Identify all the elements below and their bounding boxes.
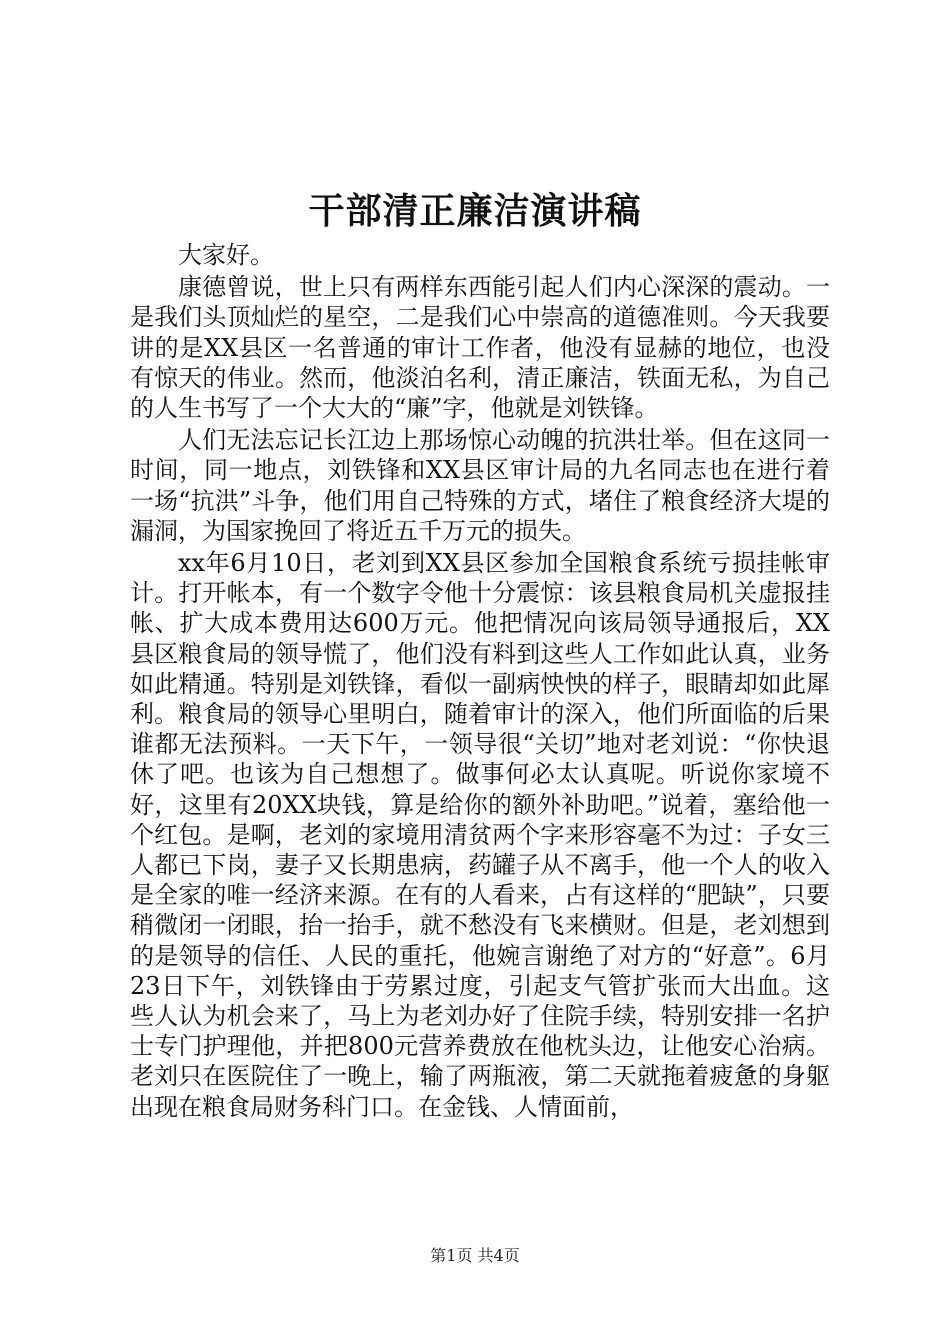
- paragraph-kant: 康德曾说，世上只有两样东西能引起人们内心深深的震动。一是我们头顶灿烂的星空，二是我们心中崇高的道德准则。今天我要讲的是XX县区一名普通的审计工作者，他没有显赫的地位，也没有惊天的伟业。然而，他淡泊名利，清正廉洁，铁面无私，为自己的人生书写了一个大大的“廉”字，他就是刘铁锋。: [130, 273, 830, 423]
- document-title: 干部清正廉洁演讲稿: [308, 190, 642, 232]
- paragraph-flood: 人们无法忘记长江边上那场惊心动魄的抗洪壮举。但在这同一时间，同一地点，刘铁锋和XX县区审计局的九名同志也在进行着一场“抗洪”斗争，他们用自己特殊的方式，堵住了粮食经济大堤的漏洞，为国家挽回了将近五千万元的损失。: [130, 426, 830, 545]
- paragraph-audit: xx年6月10日，老刘到XX县区参加全国粮食系统亏损挂帐审计。打开帐本，有一个数字令他十分震惊：该县粮食局机关虚报挂帐、扩大成本费用达600万元。他把情况向该局领导通报后，XX县区粮食局的领导慌了，他们没有料到这些人工作如此认真，业务如此精通。特别是刘铁锋，看似一副病怏怏的样子，眼睛却如此犀利。粮食局的领导心里明白，随着审计的深入，他们所面临的后果谁都无法预料。一天下午，一领导很“关切”地对老刘说：“你快退休了吧。也该为自己想想了。做事何必太认真呢。听说你家境不好，这里有20XX块钱，算是给你的额外补助吧。”说着，塞给他一个红包。是啊，老刘的家境用清贫两个字来形容毫不为过：子女三人都已下岗，妻子又长期患病，药罐子从不离手，他一个人的收入是全家的唯一经济来源。在有的人看来，占有这样的“肥缺”，只要稍微闭一闭眼，抬一抬手，就不愁没有飞来横财。但是，老刘想到的是领导的信任、人民的重托，他婉言谢绝了对方的“好意”。6月23日下午，刘铁锋由于劳累过度，引起支气管扩张而大出血。这些人认为机会来了，马上为老刘办好了住院手续，特别安排一名护士专门护理他，并把800元营养费放在他枕头边，让他安心治病。老刘只在医院住了一晚上，输了两瓶液，第二天就拖着疲惫的身躯出现在粮食局财务科门口。在金钱、人情面前，: [130, 549, 830, 1121]
- page-number-footer: 第1页 共4页: [430, 1246, 520, 1265]
- document-body: [130, 240, 830, 1124]
- paragraph-greeting: 大家好。: [178, 241, 274, 269]
